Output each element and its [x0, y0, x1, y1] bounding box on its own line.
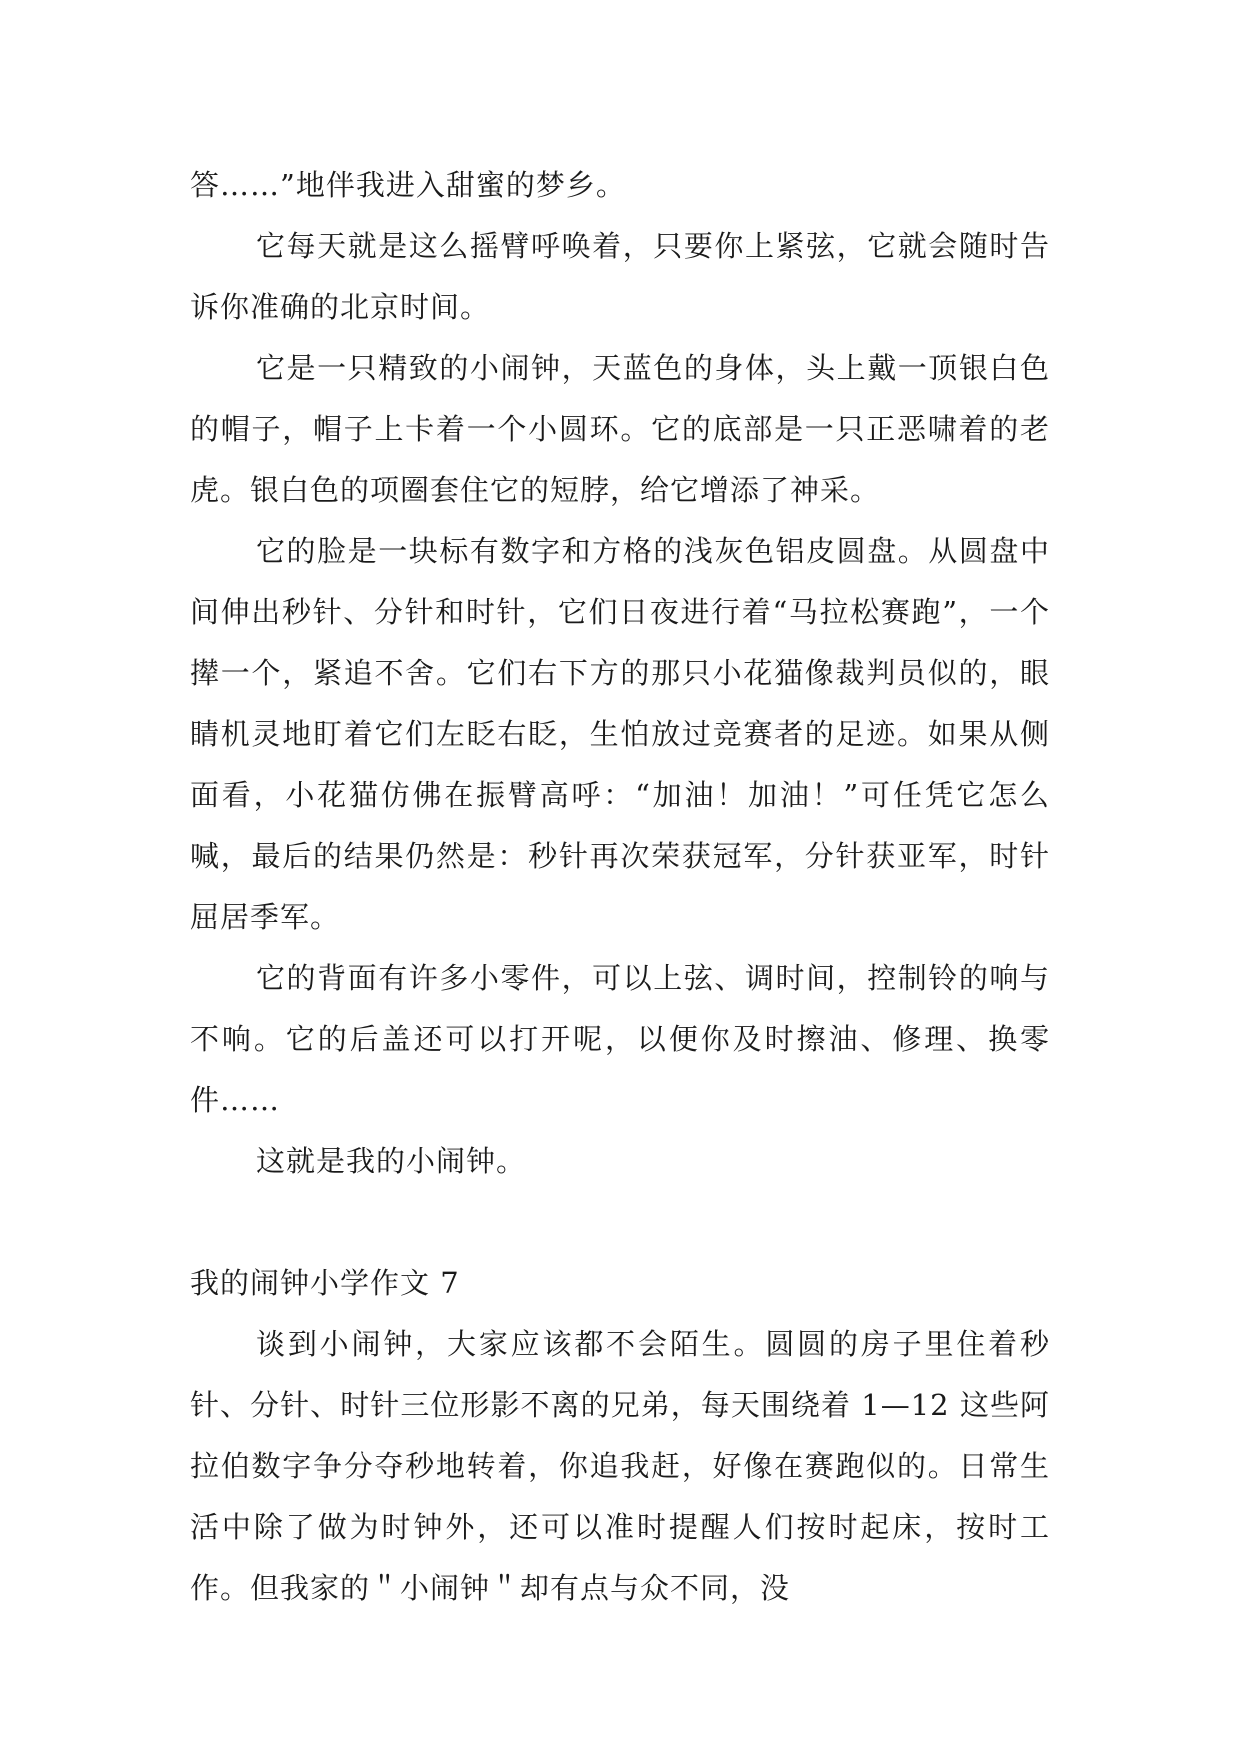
- paragraph-intro: 谈到小闹钟，大家应该都不会陌生。圆圆的房子里住着秒针、分针、时针三位形影不离的兄弟，每天围绕着 1—12 这些阿拉伯数字争分夺秒地转着，你追我赶，好像在赛跑似的。日常生活中除了做为时钟外，还可以准时提醒人们按时起床，按时工作。但我家的＂小闹钟＂却有点与众不同，没: [190, 1327, 1050, 1605]
- paragraph-continuation: 答……”地伴我进入甜蜜的梦乡。: [190, 168, 626, 202]
- paragraph-clock-face: 它的脸是一块标有数字和方格的浅灰色铝皮圆盘。从圆盘中间伸出秒针、分针和时针，它们日夜进行着“马拉松赛跑”，一个撵一个，紧追不舍。它们右下方的那只小花猫像裁判员似的，眼睛机灵地盯着它们左眨右眨，生怕放过竞赛者的足迹。如果从侧面看，小花猫仿佛在振臂高呼：“加油！加油！”可任凭它怎么喊，最后的结果仍然是：秒针再次荣获冠军，分针获亚军，时针屈居季军。: [190, 534, 1050, 934]
- paragraph-conclusion: 这就是我的小闹钟。: [256, 1144, 527, 1178]
- paragraph-appearance: 它是一只精致的小闹钟，天蓝色的身体，头上戴一顶银白色的帽子，帽子上卡着一个小圆环。它的底部是一只正恶啸着的老虎。银白色的项圈套住它的短脖，给它增添了神采。: [190, 351, 1050, 507]
- paragraph-winding: 它每天就是这么摇臂呼唤着，只要你上紧弦，它就会随时告诉你准确的北京时间。: [190, 229, 1050, 324]
- document-body: [190, 155, 1050, 1619]
- paragraph-back-side: 它的背面有许多小零件，可以上弦、调时间，控制铃的响与不响。它的后盖还可以打开呢，以便你及时擦油、修理、换零件……: [190, 961, 1050, 1117]
- essay-heading: 我的闹钟小学作文 7: [190, 1266, 460, 1300]
